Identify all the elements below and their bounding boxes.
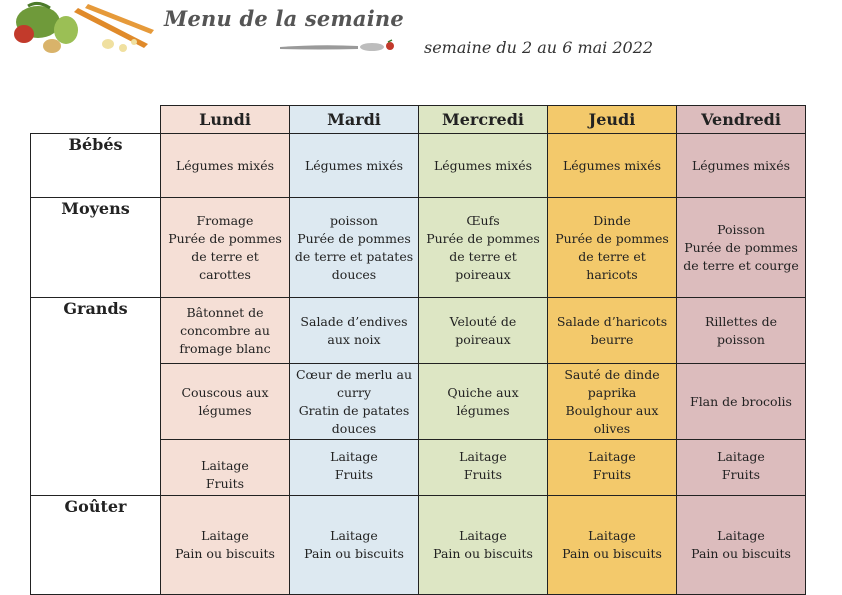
day-header-mercredi: Mercredi xyxy=(418,105,548,134)
menu-cell: Laitage Pain ou biscuits xyxy=(676,495,806,595)
menu-cell: Légumes mixés xyxy=(676,133,806,198)
menu-cell: Légumes mixés xyxy=(289,133,419,198)
menu-cell: Couscous aux légumes xyxy=(160,363,290,440)
day-header-jeudi: Jeudi xyxy=(547,105,677,134)
menu-cell: Laitage Fruits xyxy=(418,439,548,496)
menu-cell: Laitage Pain ou biscuits xyxy=(547,495,677,595)
menu-cell: Poisson Purée de pommes de terre et courge xyxy=(676,197,806,298)
menu-cell: Cœur de merlu au curry Gratin de patates douces xyxy=(289,363,419,440)
day-header-lundi: Lundi xyxy=(160,105,290,134)
menu-cell: Sauté de dinde paprika Boulghour aux olives xyxy=(547,363,677,440)
menu-cell: Légumes mixés xyxy=(160,133,290,198)
group-label-grands: Grands xyxy=(30,297,161,496)
menu-cell: Œufs Purée de pommes de terre et poireaux xyxy=(418,197,548,298)
group-label-bebes: Bébés xyxy=(30,133,161,198)
page-title: Menu de la semaine xyxy=(164,6,404,31)
fork-icon xyxy=(280,38,400,54)
week-subtitle: semaine du 2 au 6 mai 2022 xyxy=(424,38,654,57)
menu-cell: Laitage Pain ou biscuits xyxy=(160,495,290,595)
menu-cell: Salade d’endives aux noix xyxy=(289,297,419,364)
menu-cell: Quiche aux légumes xyxy=(418,363,548,440)
menu-cell: Laitage Fruits xyxy=(676,439,806,496)
menu-cell: Légumes mixés xyxy=(547,133,677,198)
menu-cell: Rillettes de poisson xyxy=(676,297,806,364)
day-header-mardi: Mardi xyxy=(289,105,419,134)
group-label-gouter: Goûter xyxy=(30,495,161,595)
menu-cell: Laitage Fruits xyxy=(289,439,419,496)
menu-cell: Fromage Purée de pommes de terre et carottes xyxy=(160,197,290,298)
menu-cell: Bâtonnet de concombre au fromage blanc xyxy=(160,297,290,364)
menu-cell: Laitage Fruits xyxy=(547,439,677,496)
day-header-vendredi: Vendredi xyxy=(676,105,806,134)
menu-cell: Laitage Fruits xyxy=(160,439,290,496)
menu-cell: Légumes mixés xyxy=(418,133,548,198)
menu-cell: Salade d’haricots beurre xyxy=(547,297,677,364)
menu-cell: Dinde Purée de pommes de terre et haricots xyxy=(547,197,677,298)
group-label-moyens: Moyens xyxy=(30,197,161,298)
menu-cell: poisson Purée de pommes de terre et patates douces xyxy=(289,197,419,298)
menu-table xyxy=(30,105,806,595)
menu-cell: Velouté de poireaux xyxy=(418,297,548,364)
vegetables-logo-icon xyxy=(8,0,158,58)
menu-cell: Laitage Pain ou biscuits xyxy=(418,495,548,595)
menu-cell: Laitage Pain ou biscuits xyxy=(289,495,419,595)
menu-cell: Flan de brocolis xyxy=(676,363,806,440)
